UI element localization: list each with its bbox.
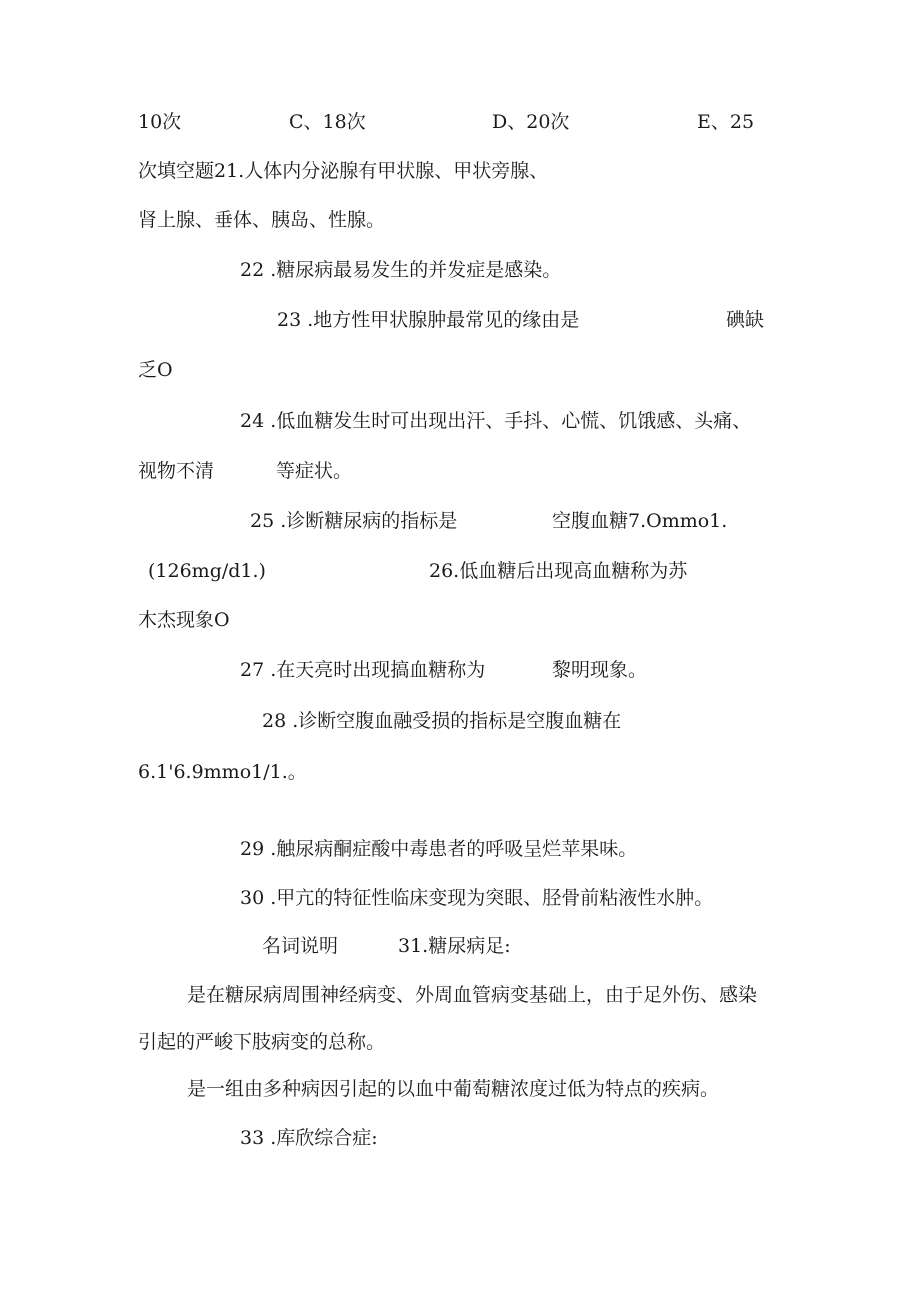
question-28: 28 .诊断空腹血融受损的指标是空腹血糖在 xyxy=(262,710,622,732)
question-31-answer: 是在糖尿病周围神经病变、外周血管病变基础上，由于足外伤、感染 xyxy=(187,984,758,1006)
question-27: 27 .在天亮时出现搞血糖称为 xyxy=(240,659,486,681)
option-d-text: D、20次 xyxy=(492,111,570,133)
question-25-answer-unit: (126mg/d1.) xyxy=(148,560,266,582)
question-31: 31.糖尿病足: xyxy=(398,935,511,957)
question-33: 33 .库欣综合症: xyxy=(240,1127,378,1149)
option-b-text: 10次 xyxy=(138,111,182,133)
question-26: 26.低血糖后出现高血糖称为苏 xyxy=(429,560,688,582)
question-25: 25 .诊断糖尿病的指标是 xyxy=(250,510,458,532)
option-c-text: C、18次 xyxy=(289,111,366,133)
section-term-explanation: 名词说明 xyxy=(262,935,339,957)
question-30: 30 .甲亢的特征性临床变现为突眼、胫骨前粘液性水肿。 xyxy=(240,887,714,909)
question-31-answer-end: 引起的严峻下肢病变的总称。 xyxy=(138,1031,386,1053)
question-23-answer-end: 乏O xyxy=(138,359,173,381)
question-22: 22 .糖尿病最易发生的并发症是感染。 xyxy=(240,259,562,281)
question-24: 24 .低血糖发生时可出现出汗、手抖、心慌、饥饿感、头痛、 xyxy=(240,410,752,432)
question-24-continued: 视物不清 xyxy=(138,460,215,482)
question-32-answer: 是一组由多种病因引起的以血中葡萄糖浓度过低为特点的疾病。 xyxy=(187,1078,720,1100)
question-23: 23 .地方性甲状腺肿最常见的缘由是 xyxy=(277,309,580,331)
q21-continued: 肾上腺、垂体、胰岛、性腺。 xyxy=(138,209,386,231)
question-28-answer: 6.1'6.9mmo1/1.。 xyxy=(138,761,307,783)
question-26-continued: 木杰现象O xyxy=(138,609,230,631)
question-27-answer: 黎明现象。 xyxy=(552,659,648,681)
question-25-answer: 空腹血糖7.Ommo1. xyxy=(552,510,728,532)
question-29: 29 .触尿病酮症酸中毒患者的呼吸呈烂苹果味。 xyxy=(240,838,638,860)
question-23-answer: 碘缺 xyxy=(726,309,765,331)
option-e-text: E、25 xyxy=(697,111,755,133)
fill-blank-header-q21: 次填空题21.人体内分泌腺有甲状腺、甲状旁腺、 xyxy=(138,160,549,182)
question-24-end: 等症状。 xyxy=(276,460,353,482)
